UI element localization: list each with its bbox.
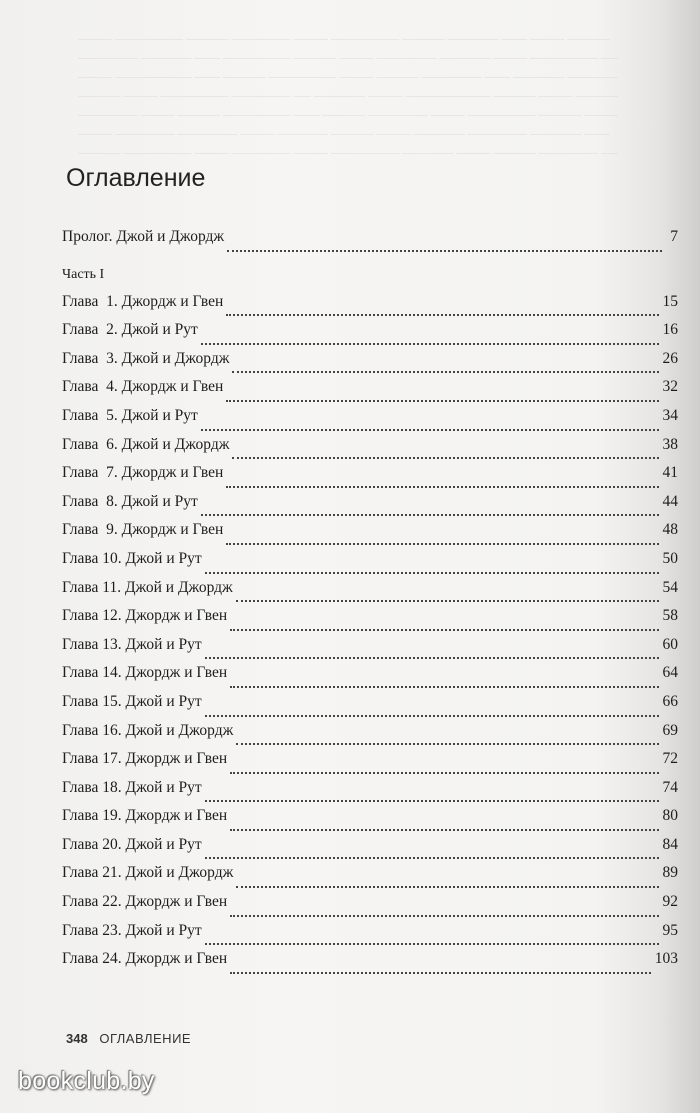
running-title: ОГЛАВЛЕНИЕ [99,1031,192,1046]
dot-leader [227,250,662,252]
toc-entry-title: Глава 6. Джой и Джордж [62,435,230,453]
toc-entry-title: Глава 24. Джордж и Гвен [62,950,228,968]
toc-entry[interactable] [62,550,678,579]
toc-entry-page: 95 [662,921,678,939]
toc-entry-page: 66 [662,692,678,710]
dot-leader [232,457,658,459]
toc-entry[interactable] [62,722,678,751]
watermark-logo: bookclub.by [18,1067,155,1095]
toc-entry[interactable] [62,664,678,693]
toc-entry-title: Глава 2. Джой и Рут [62,321,198,339]
dot-leader [226,314,658,316]
toc-entry-title: Глава 14. Джордж и Гвен [62,664,228,682]
toc-entry-title: Глава 19. Джордж и Гвен [62,807,228,825]
toc-entry-page: 26 [662,349,678,367]
table-of-contents [62,228,678,979]
page-number: 348 [66,1031,88,1046]
toc-entry-page: 60 [662,635,678,653]
toc-entry[interactable] [62,521,678,550]
toc-entry[interactable] [62,836,678,865]
toc-entry-title: Глава 3. Джой и Джордж [62,349,230,367]
toc-entry-prologue[interactable] [62,228,678,257]
toc-entry-page: 54 [662,578,678,596]
toc-entry[interactable] [62,636,678,665]
toc-entry-title: Глава 22. Джордж и Гвен [62,893,228,911]
toc-entry[interactable] [62,407,678,436]
toc-entry-title: Глава 5. Джой и Рут [62,406,198,424]
toc-entry-page: 69 [662,721,678,739]
toc-part-heading [62,257,678,293]
toc-entry[interactable] [62,922,678,951]
dot-leader [201,343,659,345]
dot-leader [236,886,658,888]
part-title: Часть I [62,266,105,282]
toc-entry-title: Глава 10. Джой и Рут [62,549,202,567]
dot-leader [230,829,658,831]
toc-entry-page: 92 [662,893,678,911]
dot-leader [226,400,658,402]
toc-entry[interactable] [62,864,678,893]
chapter-list [62,293,678,979]
toc-entry-title: Глава 7. Джордж и Гвен [62,464,224,482]
dot-leader [205,572,659,574]
dot-leader [230,972,651,974]
toc-entry[interactable] [62,807,678,836]
dot-leader [230,686,658,688]
toc-entry-page: 34 [662,406,678,424]
toc-entry-title: Глава 11. Джой и Джордж [62,578,233,596]
toc-entry[interactable] [62,321,678,350]
toc-entry-title: Глава 8. Джой и Рут [62,492,198,510]
toc-entry[interactable] [62,579,678,608]
toc-entry-title: Глава 12. Джордж и Гвен [62,607,228,625]
toc-entry[interactable] [62,950,678,979]
toc-entry-title: Глава 20. Джой и Рут [62,835,202,853]
toc-entry[interactable] [62,893,678,922]
toc-entry-page: 16 [662,321,678,339]
toc-entry-page: 38 [662,435,678,453]
toc-entry[interactable] [62,493,678,522]
show-through-text: ──── ──────── ───── ─────── ──── ──────── ───── ────── ─── ──── ───── ─────── ────── ─── ──────── ───── ──── ─────── ────── ──── ──────── ── ──── ───────── ─── ───── ──────── ──── ───── ─────── ─── ────── ────── ───── ──── ──────── ─────── ── ────── ──── ────────── ───── ──── ───── ─────── ──── ───── ──────── ─── ───── ─────── ──── ──────── ───── ──── ──── ─────── ─────── ──── ────── ───── ──── ────── ─────── ────── ─── ───── ──────── ──── ─────── ──── ──────── ────── ──── ───── ─────── ── [78,32,619,160]
toc-entry[interactable] [62,779,678,808]
toc-entry[interactable] [62,750,678,779]
toc-entry-title: Глава 16. Джой и Джордж [62,721,234,739]
dot-leader [201,514,659,516]
toc-entry-page: 72 [662,750,678,768]
dot-leader [205,715,659,717]
dot-leader [230,915,658,917]
dot-leader [205,800,659,802]
dot-leader [232,371,658,373]
dot-leader [230,629,658,631]
dot-leader [226,486,658,488]
toc-entry[interactable] [62,693,678,722]
toc-entry-title: Глава 1. Джордж и Гвен [62,292,224,310]
toc-entry-page: 15 [662,292,678,310]
toc-entry[interactable] [62,293,678,322]
toc-entry-title: Глава 23. Джой и Рут [62,921,202,939]
toc-entry-page: 32 [662,378,678,396]
toc-entry-page: 48 [662,521,678,539]
toc-entry-page: 58 [662,607,678,625]
toc-entry-page: 41 [662,464,678,482]
toc-entry-page: 50 [662,549,678,567]
toc-entry-title: Пролог. Джой и Джордж [62,228,225,245]
toc-entry-page: 64 [662,664,678,682]
toc-entry-title: Глава 13. Джой и Рут [62,635,202,653]
dot-leader [201,429,659,431]
toc-entry-title: Глава 4. Джордж и Гвен [62,378,224,396]
toc-entry-title: Глава 17. Джордж и Гвен [62,750,228,768]
toc-entry-title: Глава 21. Джой и Джордж [62,864,234,882]
toc-entry[interactable] [62,464,678,493]
toc-entry-page: 84 [662,835,678,853]
dot-leader [230,772,658,774]
dot-leader [226,543,658,545]
toc-entry[interactable] [62,436,678,465]
toc-entry[interactable] [62,607,678,636]
toc-entry-page: 80 [662,807,678,825]
toc-entry-title: Глава 15. Джой и Рут [62,692,202,710]
toc-entry-page: 74 [662,778,678,796]
page-footer [66,1031,191,1046]
dot-leader [205,943,659,945]
dot-leader [236,600,659,602]
toc-entry-page: 103 [654,950,678,968]
dot-leader [236,743,658,745]
toc-entry-page: 44 [662,492,678,510]
toc-entry-page: 89 [662,864,678,882]
toc-entry-page: 7 [670,228,678,245]
toc-entry[interactable] [62,378,678,407]
toc-entry-title: Глава 18. Джой и Рут [62,778,202,796]
page-title: Оглавление [66,164,206,192]
toc-entry[interactable] [62,350,678,379]
dot-leader [205,657,659,659]
dot-leader [205,857,659,859]
toc-entry-title: Глава 9. Джордж и Гвен [62,521,224,539]
